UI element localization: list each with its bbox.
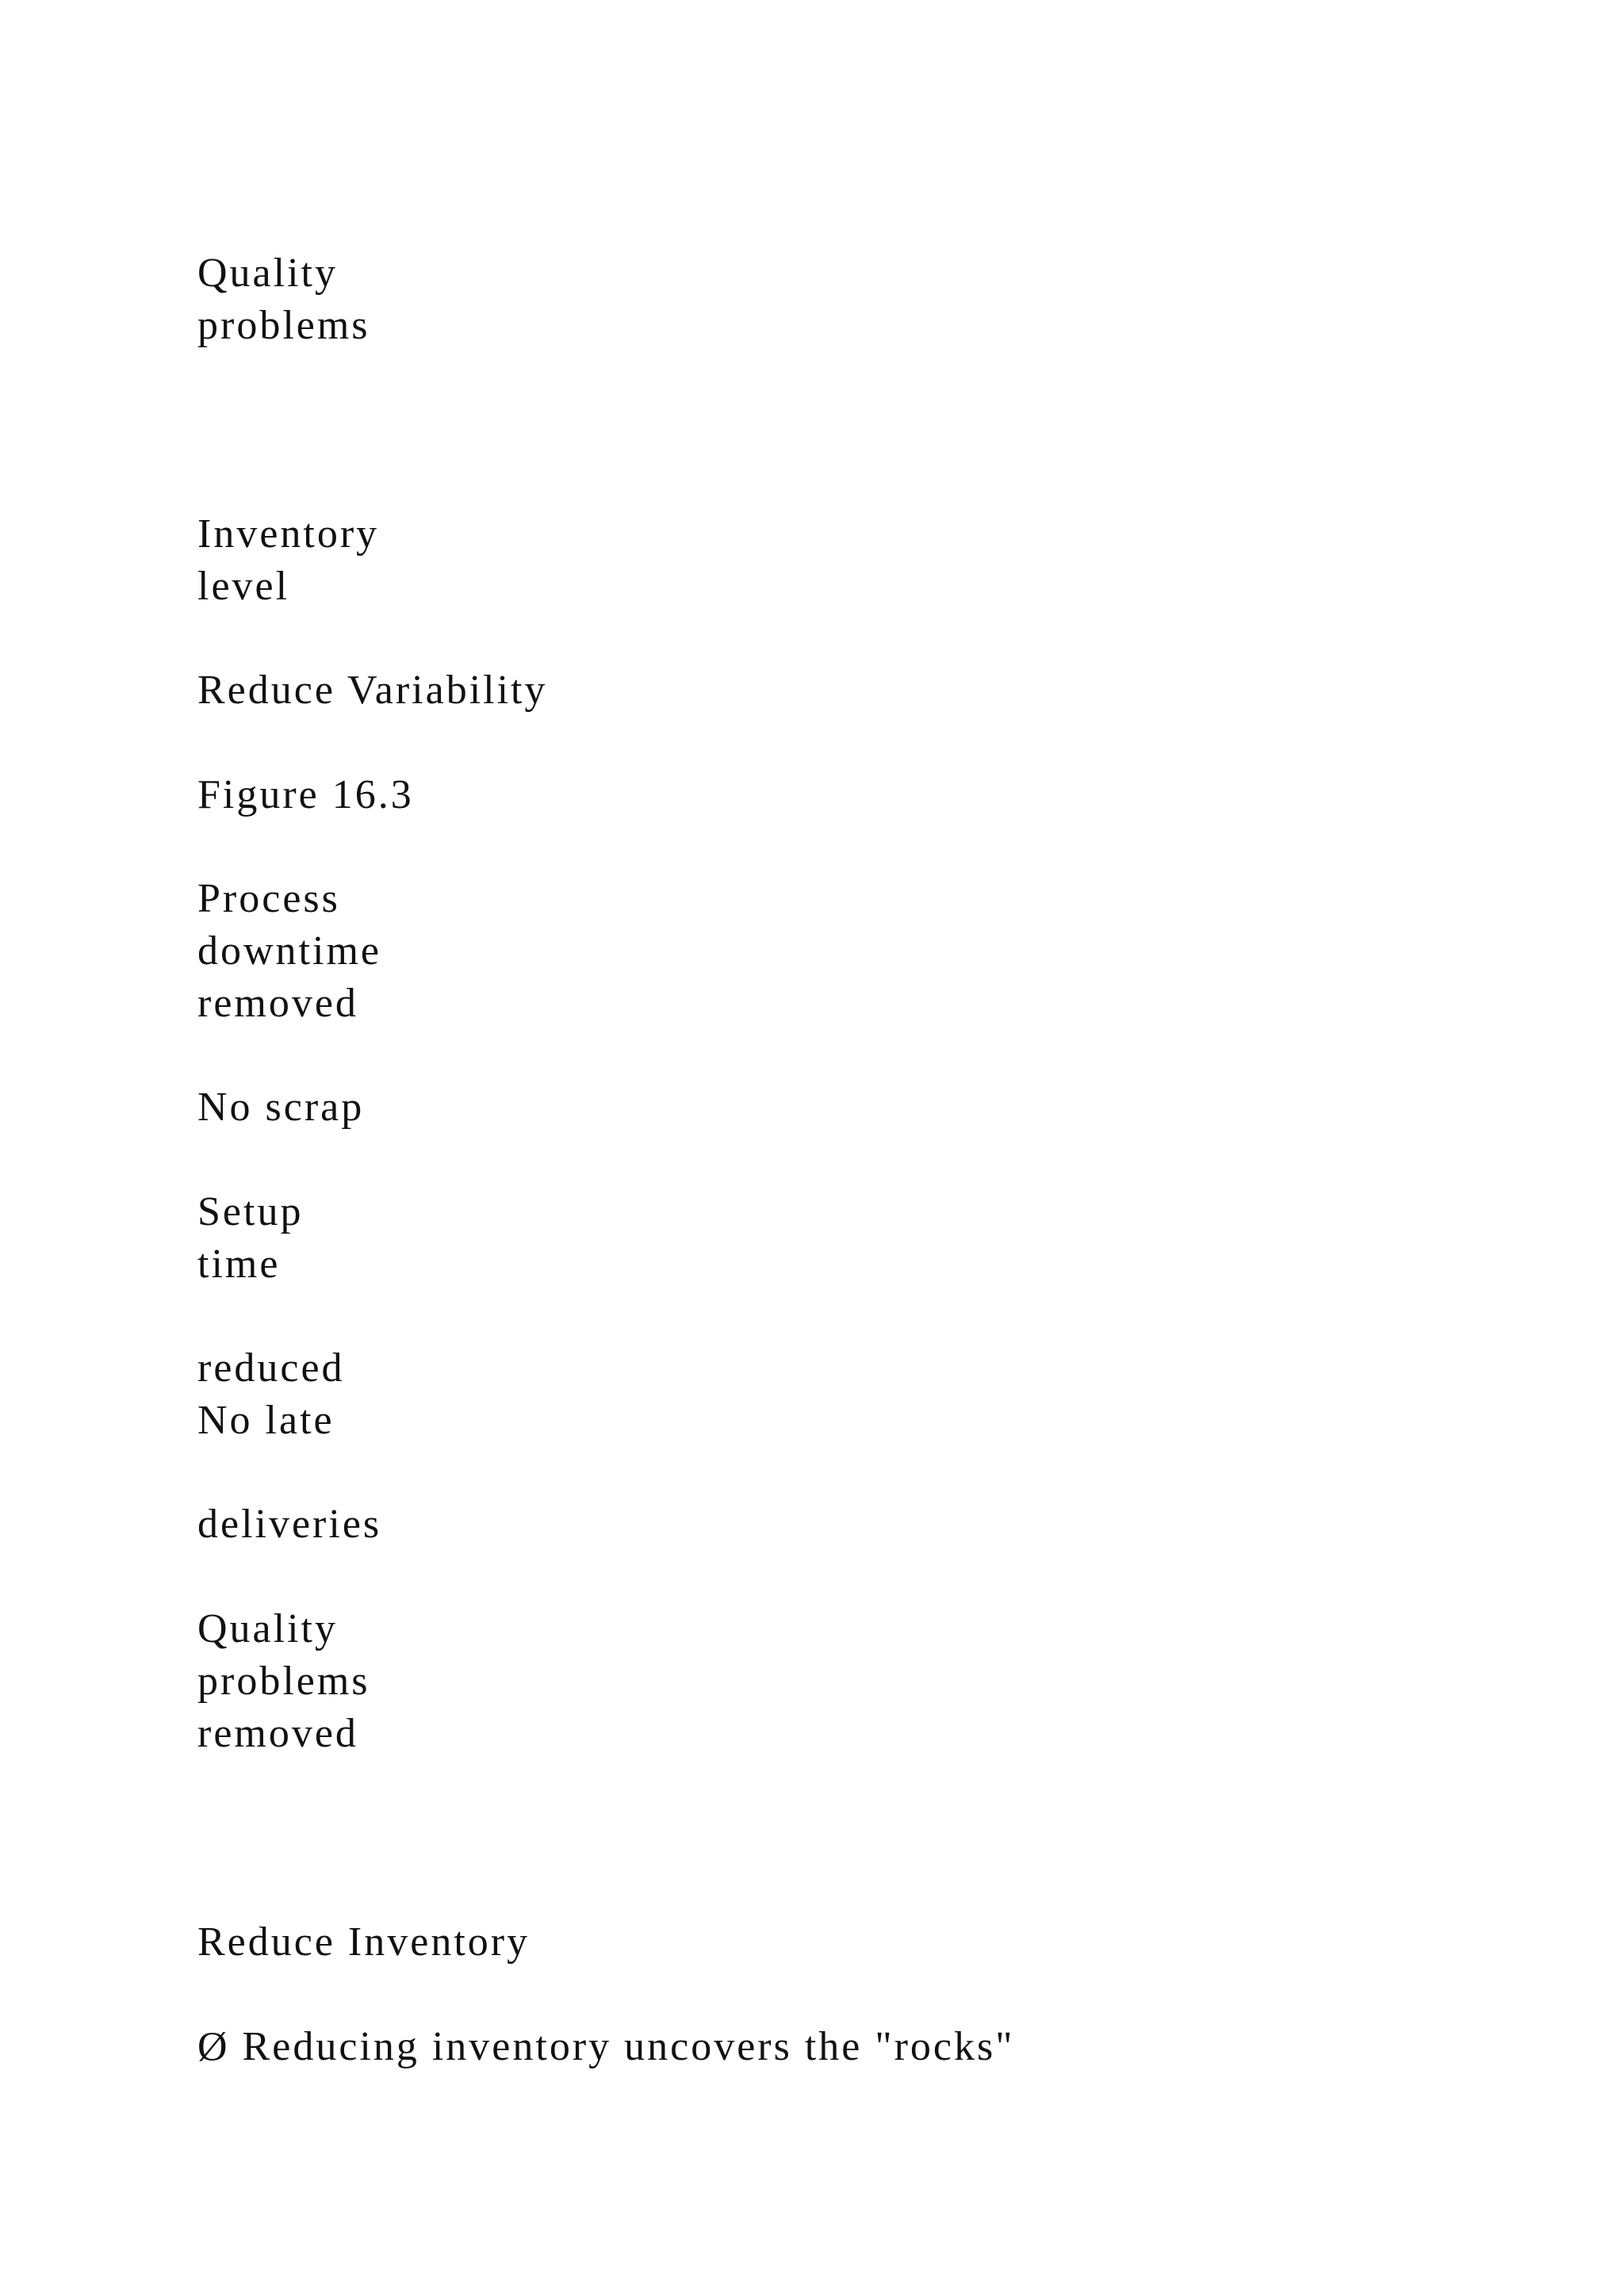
text-line: level (197, 564, 290, 609)
text-line: problems (197, 1659, 370, 1704)
text-line: Setup (197, 1189, 304, 1234)
heading-reduce-variability: Reduce Variability (197, 668, 548, 713)
text-line: problems (197, 303, 370, 348)
text-line: downtime (197, 928, 381, 974)
bullet-point: Ø Reducing inventory uncovers the "rocks" (197, 2024, 1015, 2069)
figure-label: Figure 16.3 (197, 772, 414, 817)
text-line: removed (197, 1711, 358, 1756)
text-line: time (197, 1242, 281, 1287)
text-line: deliveries (197, 1502, 382, 1547)
text-line: Quality (197, 251, 338, 296)
text-line: Inventory (197, 511, 380, 557)
text-line: No late (197, 1398, 335, 1443)
heading-reduce-inventory: Reduce Inventory (197, 1919, 530, 1965)
text-line: reduced (197, 1345, 345, 1391)
text-line: Quality (197, 1606, 338, 1651)
text-line: Process (197, 876, 340, 921)
text-line: removed (197, 981, 358, 1026)
text-line: No scrap (197, 1085, 365, 1130)
